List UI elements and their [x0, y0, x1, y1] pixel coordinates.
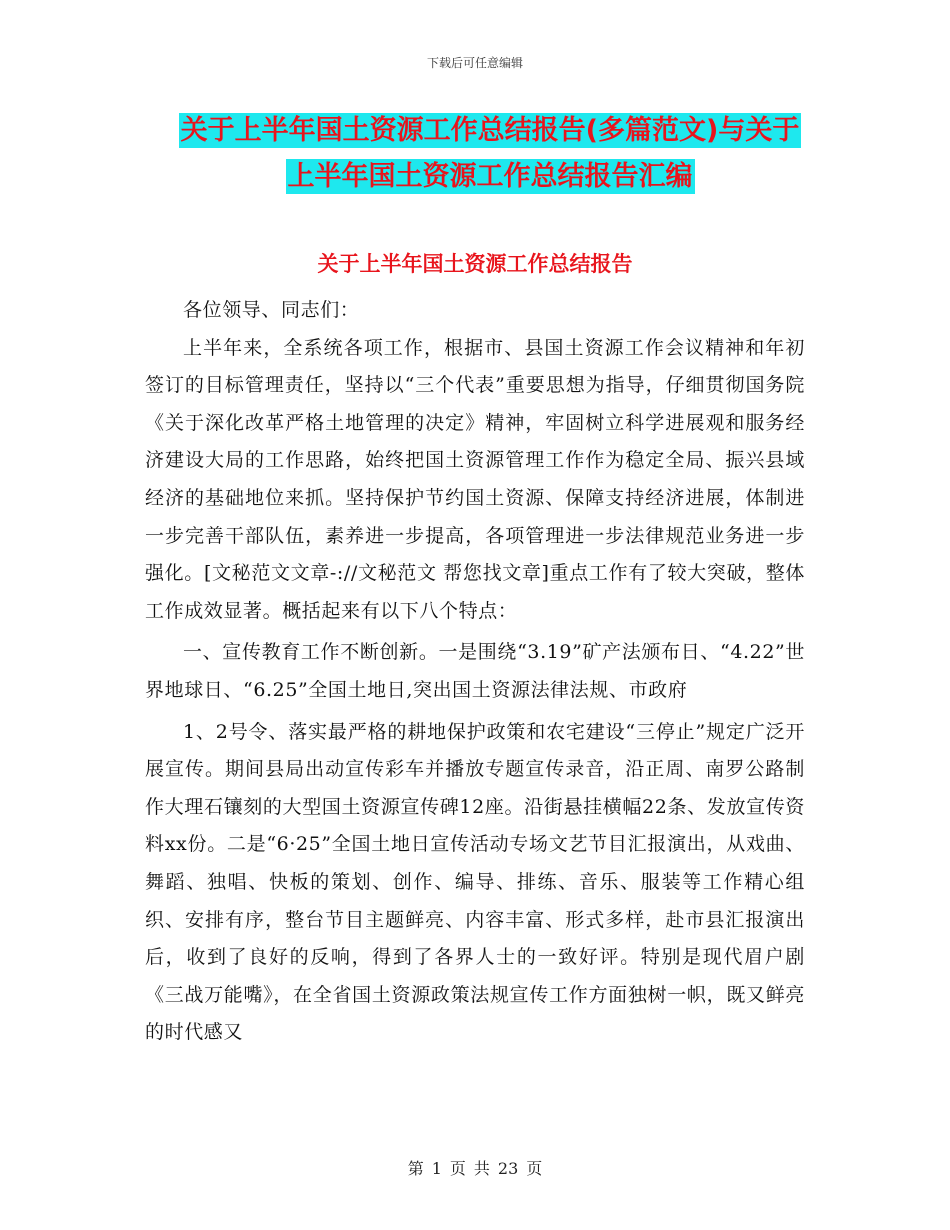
footer-page-number: 1 [431, 1159, 442, 1178]
footer-total-unit: 页 [526, 1159, 543, 1178]
header-note: 下载后可任意编辑 [426, 56, 523, 70]
footer-page-label: 第 [407, 1159, 424, 1178]
footer-total-pages: 23 [497, 1159, 519, 1178]
document-body [145, 292, 805, 1052]
body-paragraph-3: 1、2号令、落实最严格的耕地保护政策和农宅建设“三停止”规定广泛开展宣传。期间县局出动宣传彩车并播放专题宣传录音，沿正周、南罗公路制作大理石镶刻的大型国土资源宣传碑12座。沿街悬挂横幅22条、发放宣传资料xx份。二是“6·25”全国土地日宣传活动专场文艺节目汇报演出，从戏曲、舞蹈、独唱、快板的策划、创作、编导、排练、音乐、服装等工作精心组织、安排有序，整台节目主题鲜亮、内容丰富、形式多样，赴市县汇报演出后，收到了良好的反响，得到了各界人士的一致好评。特别是现代眉户剧《三战万能嘴》，在全省国土资源政策法规宣传工作方面独树一帜，既又鲜亮的时代感又 [145, 720, 805, 1044]
title-line-2: 上半年国土资源工作总结报告汇编 [287, 161, 693, 192]
body-paragraph-2: 一、宣传教育工作不断创新。一是围绕“3.19”矿产法颁布日、“4.22”世界地球日、“6.25”全国土地日,突出国土资源法律法规、市政府 [145, 641, 805, 701]
page-footer [0, 1156, 950, 1179]
document-title [150, 108, 830, 200]
footer-total-label: 共 [473, 1159, 490, 1178]
footer-page-unit: 页 [449, 1159, 466, 1178]
title-line-1: 关于上半年国土资源工作总结报告(多篇范文)与关于 [180, 115, 800, 146]
greeting-paragraph: 各位领导、同志们： [183, 299, 360, 321]
section-title: 关于上半年国土资源工作总结报告 [317, 252, 633, 276]
body-paragraph-1: 上半年来，全系统各项工作，根据市、县国土资源工作会议精神和年初签订的目标管理责任，坚持以“三个代表”重要思想为指导，仔细贯彻国务院《关于深化改革严格土地管理的决定》精神，牢固树立科学进展观和服务经济建设大局的工作思路，始终把国土资源管理工作作为稳定全局、振兴县域经济的基础地位来抓。坚持保护节约国土资源、保障支持经济进展，体制进一步完善干部队伍，素养进一步提高，各项管理进一步法律规范业务进一步强化。[文秘范文文章-://文秘范文 帮您找文章]重点工作有了较大突破，整体工作成效显著。概括起来有以下八个特点： [145, 336, 805, 622]
